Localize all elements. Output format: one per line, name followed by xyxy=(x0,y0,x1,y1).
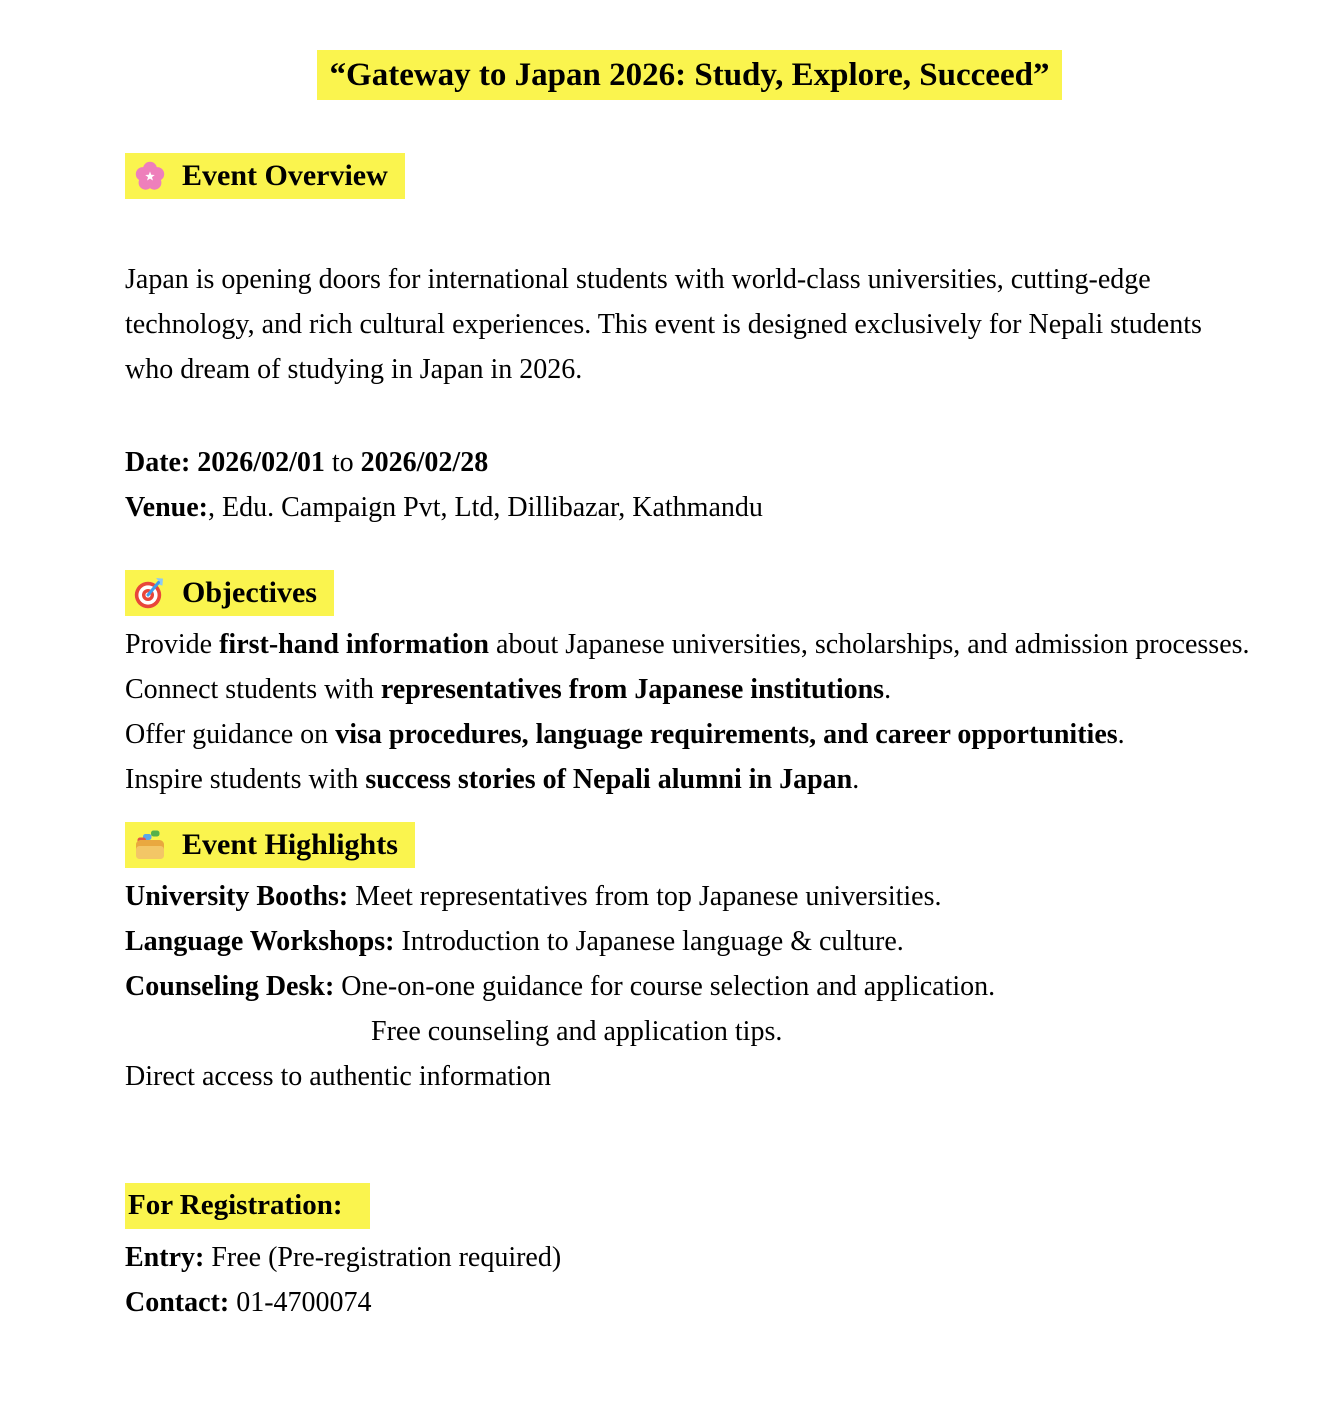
registration-heading-row xyxy=(125,1183,1254,1228)
highlight-text: Meet representatives from top Japanese universities. xyxy=(348,881,942,913)
objectives-heading xyxy=(125,570,334,616)
date-label-and-start: Date: 2026/02/01 xyxy=(125,447,325,479)
objective-bold-text: representatives from Japanese institutions xyxy=(380,674,885,706)
highlight-text: One-on-one guidance for course selection and application. xyxy=(334,971,996,1003)
objective-text: . xyxy=(852,764,860,796)
highlight-bold-label: University Booths: xyxy=(125,881,349,913)
objective-bold-text: success stories of Nepali alumni in Japan xyxy=(365,764,853,796)
objective-text: Connect students with xyxy=(125,674,381,706)
objective-text: Provide xyxy=(125,629,220,661)
objective-bold-text: visa procedures, language requirements, and career opportunities xyxy=(335,719,1118,751)
entry-line xyxy=(125,1235,1253,1280)
date-line xyxy=(125,440,1253,485)
venue-label: Venue: xyxy=(125,492,208,524)
highlights-heading-label: Event Highlights xyxy=(182,828,398,862)
highlights-heading xyxy=(125,822,415,868)
venue-line xyxy=(125,485,1253,530)
objective-item xyxy=(125,622,1253,667)
overview-heading xyxy=(125,153,405,199)
entry-label: Entry: xyxy=(125,1241,205,1273)
registration-block xyxy=(125,1235,1254,1325)
contact-label: Contact: xyxy=(125,1286,230,1318)
highlight-bold-label: Counseling Desk: xyxy=(125,971,335,1003)
highlight-plain-line: Direct access to authentic information xyxy=(125,1061,552,1093)
contact-line xyxy=(125,1280,1253,1325)
objectives-list xyxy=(125,622,1254,802)
date-connector: to xyxy=(324,447,361,479)
objective-text: . xyxy=(1117,719,1125,751)
date-venue-block xyxy=(125,440,1254,530)
objective-text: about Japanese universities, scholarships, and admission processes. xyxy=(489,629,1250,661)
objective-bold-text: first-hand information xyxy=(219,629,490,661)
registration-heading: For Registration: xyxy=(125,1183,370,1228)
direct-hit-icon xyxy=(132,575,168,611)
objective-item xyxy=(125,667,1253,712)
objective-item xyxy=(125,712,1253,757)
cherry-blossom-icon xyxy=(132,158,168,194)
overview-paragraph: Japan is opening doors for international students with world-class universities, cutting-edge technology, and rich cultural experiences. This event is designed exclusively for Nepali students who dream of studying in Japan in 2026. xyxy=(125,264,1202,386)
venue-text: , Edu. Campaign Pvt, Ltd, Dillibazar, Kathmandu xyxy=(207,492,763,524)
highlight-bold-label: Language Workshops: xyxy=(125,926,395,958)
page-title: “Gateway to Japan 2026: Study, Explore, Succeed” xyxy=(317,50,1063,100)
entry-value: Free (Pre-registration required) xyxy=(204,1241,562,1273)
overview-heading-row xyxy=(125,153,1254,200)
card-index-dividers-icon xyxy=(132,827,168,863)
highlight-item xyxy=(125,964,1253,1009)
highlight-item xyxy=(125,874,1253,919)
contact-value: 01-4700074 xyxy=(229,1286,372,1318)
highlight-item xyxy=(125,919,1253,964)
highlights-list xyxy=(125,874,1254,1099)
objective-text: . xyxy=(884,674,892,706)
overview-heading-label: Event Overview xyxy=(182,159,388,193)
highlight-text: Introduction to Japanese language & culture. xyxy=(394,926,904,958)
objectives-heading-row xyxy=(125,570,1254,617)
title-row xyxy=(125,50,1254,100)
highlights-heading-row xyxy=(125,822,1254,869)
objective-item xyxy=(125,757,1253,802)
highlight-indented-line: Free counseling and application tips. xyxy=(371,1016,783,1048)
date-end: 2026/02/28 xyxy=(360,447,489,479)
objective-text: Offer guidance on xyxy=(125,719,336,751)
objective-text: Inspire students with xyxy=(125,764,366,796)
objectives-heading-label: Objectives xyxy=(182,576,317,610)
